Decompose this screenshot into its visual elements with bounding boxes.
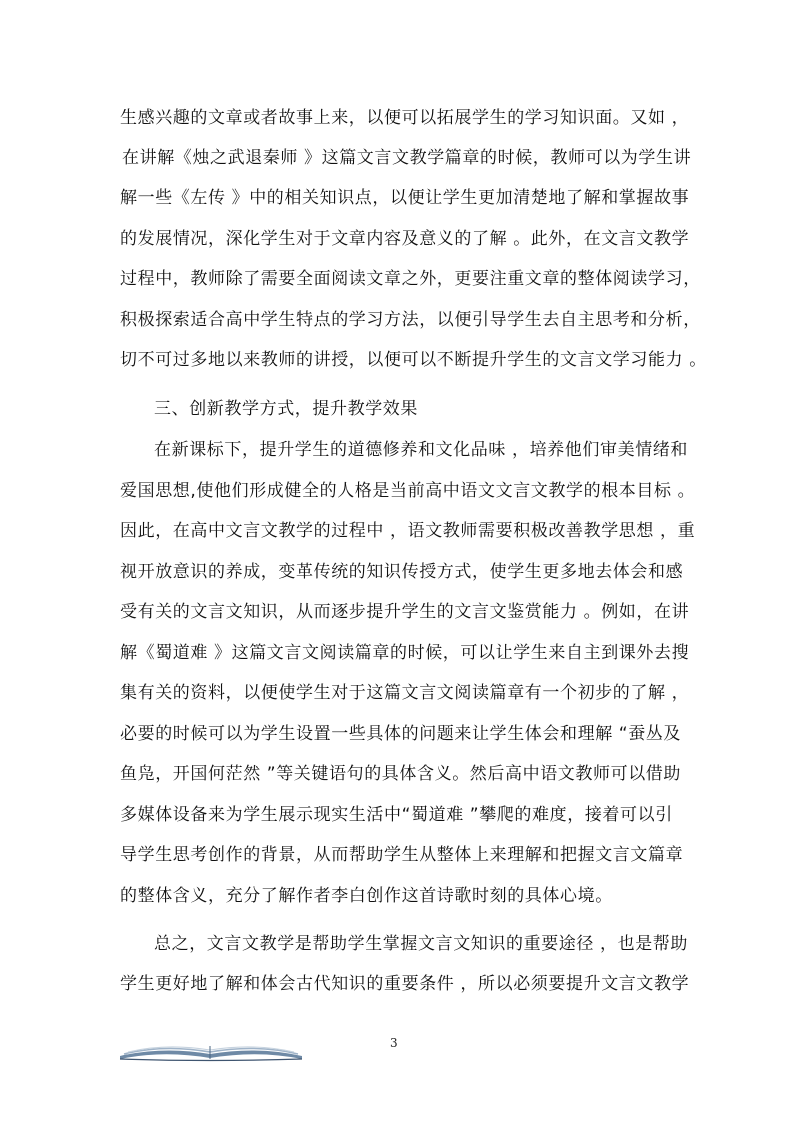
text-line: 解《蜀道难 》这篇文言文阅读篇章的时候，可以让学生来自主到课外去搜 xyxy=(120,643,690,663)
text-line: 集有关的资料，以便使学生对于这篇文言文阅读篇章有一个初步的了解 ， xyxy=(120,683,690,703)
text-line: 的发展情况，深化学生对于文章内容及意义的了解 。此外，在文言文教学 xyxy=(120,229,690,249)
text-line: 的整体含义，充分了解作者李白创作这首诗歌时刻的具体心境。 xyxy=(120,886,613,906)
text-line: 切不可过多地以来教师的讲授，以便可以不断提升学生的文言文学习能力 。 xyxy=(120,350,707,370)
text-line: 积极探索适合高中学生特点的学习方法，以便引导学生去自主思考和分析， xyxy=(120,310,701,330)
open-book-icon xyxy=(118,1040,304,1062)
text-line: 导学生思考创作的背景，从而帮助学生从整体上来理解和把握文言文篇章 xyxy=(120,845,684,865)
text-line: 在讲解《烛之武退秦师 》这篇文言文教学篇章的时候，教师可以为学生讲 xyxy=(122,148,692,168)
page-number: 3 xyxy=(390,1036,398,1050)
text-line: 鱼凫，开国何茫然 ”等关键语句的具体含义。然后高中语文教师可以借助 xyxy=(120,764,682,784)
text-line: 视开放意识的养成，变革传统的知识传授方式，使学生更多地去体会和感 xyxy=(120,562,684,582)
text-line: 受有关的文言文知识，从而逐步提升学生的文言文鉴赏能力 。例如，在讲 xyxy=(120,602,690,622)
text-line: 多媒体设备来为学生展示现实生活中“蜀道难 ”攀爬的难度，接着可以引 xyxy=(120,805,673,825)
text-line: 解一些《左传 》中的相关知识点，以便让学生更加清楚地了解和掌握故事 xyxy=(120,188,690,208)
text-line: 生感兴趣的文章或者故事上来，以便可以拓展学生的学习知识面。又如 ， xyxy=(120,108,690,128)
text-line: 因此，在高中文言文教学的过程中 ，语文教师需要积极改善教学思想 ，重 xyxy=(120,521,696,541)
section-heading: 三、创新教学方式，提升教学效果 xyxy=(154,399,418,419)
text-line: 爱国思想,使他们形成健全的人格是当前高中语文文言文教学的根本目标 。 xyxy=(120,481,696,501)
text-line: 总之，文言文教学是帮助学生掌握文言文知识的重要途径 ，也是帮助 xyxy=(154,934,689,954)
text-line: 必要的时候可以为学生设置一些具体的问题来让学生体会和理解 “蚕丛及 xyxy=(120,724,682,744)
text-line: 在新课标下，提升学生的道德修养和文化品味 ，培养他们审美情绪和 xyxy=(154,440,689,460)
text-line: 学生更好地了解和体会古代知识的重要条件 ，所以必须要提升文言文教学 xyxy=(120,974,690,994)
text-line: 过程中，教师除了需要全面阅读文章之外，更要注重文章的整体阅读学习， xyxy=(120,269,701,289)
